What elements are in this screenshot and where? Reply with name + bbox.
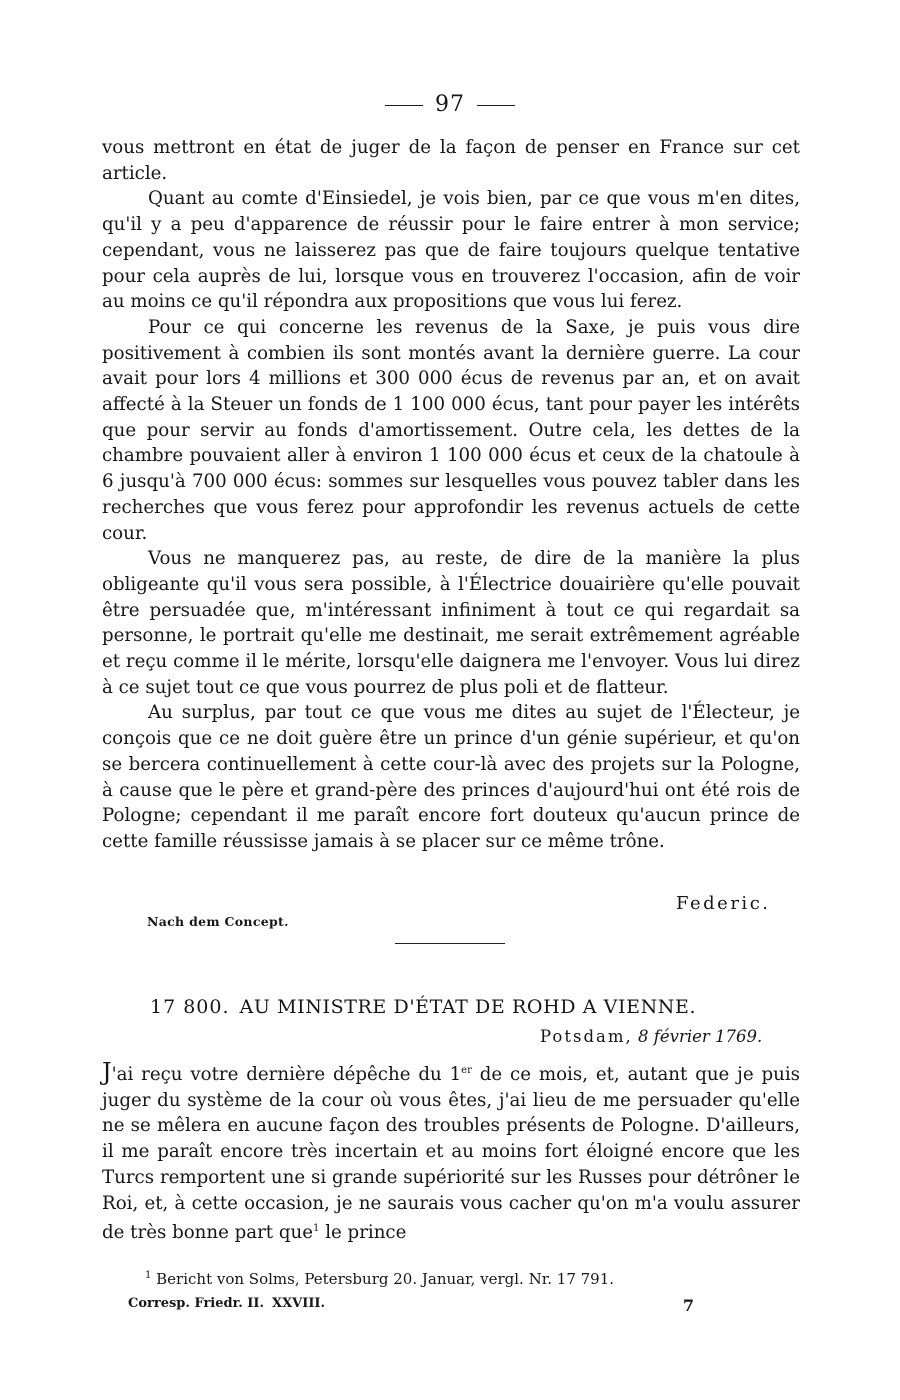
drop-cap: J bbox=[102, 1058, 112, 1087]
dateline-place: Potsdam, bbox=[540, 1027, 633, 1046]
source-note: Nach dem Concept. bbox=[147, 914, 289, 929]
ordinal-suffix: er bbox=[461, 1065, 472, 1076]
page-number: 97 bbox=[435, 92, 465, 117]
body-text: 'ai reçu votre dernière dépêche du bbox=[111, 1064, 450, 1086]
letter-body bbox=[102, 1058, 800, 1246]
paragraph bbox=[102, 1058, 800, 1246]
signature: Federic. bbox=[676, 893, 771, 914]
page-footer bbox=[128, 1296, 694, 1315]
day-digit: 1 bbox=[449, 1064, 462, 1086]
paragraph: vous mettront en état de juger de la façon de penser en France sur cet article. bbox=[102, 137, 800, 184]
paragraph: Au surplus, par tout ce que vous me dites au sujet de l'Électeur, je conçois que ce ne doit guère être un prince d'un génie supérieur, et qu'on se bercera continuellement à cette cour-là avec des projets sur la Pologne, à cause que le père et grand-père des princes d'aujourd'hui ont été rois de Pologne; cependant il me paraît encore fort douteux qu'aucun prince de cette famille réussisse jamais à se placer sur ce même trône. bbox=[102, 702, 800, 852]
dateline-date: 8 février 1769. bbox=[638, 1027, 763, 1046]
series-title: Corresp. Friedr. II. bbox=[128, 1296, 264, 1311]
letter-continuation bbox=[102, 135, 800, 855]
paragraph: Pour ce qui concerne les revenus de la Saxe, je puis vous dire positivement à combien ils sont montés avant la dernière guerre. La cour avait pour lors 4 millions et 300 000 écus de revenus par an, et on avait affecté à la Steuer un fonds de 1 100 000 écus, tant pour payer les intérêts que pour servir au fonds d'amortissement. Outre cela, les dettes de la chambre pouvaient aller à environ 1 100 000 écus et ceux de la chatoule à 6 jusqu'à 700 000 écus: sommes sur lesquelles vous pouvez tabler dans les recherches que vous ferez pour approfondir les revenus actuels de cette cour. bbox=[102, 316, 800, 544]
letter-number: 17 800. bbox=[150, 996, 230, 1018]
letter-heading bbox=[150, 996, 696, 1018]
footnote-text: Bericht von Solms, Petersburg 20. Januar, vergl. Nr. 17 791. bbox=[151, 1270, 615, 1288]
dateline bbox=[540, 1027, 762, 1046]
section-divider bbox=[395, 943, 505, 944]
paragraph: Vous ne manquerez pas, au reste, de dire de la manière la plus obligeante qu'il vous sera possible, à l'Électrice douairière qu'elle pouvait être persuadée que, m'intéressant infiniment à tout ce qui regardait sa personne, le portrait qu'elle me destinait, me serait extrêmement agréable et reçu comme il le mérite, lorsqu'elle daignera me l'envoyer. Vous lui direz à ce sujet tout ce que vous pourrez de plus poli et de flatteur. bbox=[102, 548, 800, 698]
volume-number: XXVIII. bbox=[272, 1296, 326, 1311]
sheet-number: 7 bbox=[682, 1296, 694, 1315]
header-dash-right bbox=[477, 105, 515, 106]
body-text: de ce mois, et, autant que je puis juger du système de la cour où vous êtes, j'ai lieu de me persuader qu'elle ne se mêlera en aucune façon des troubles présents de Pologne. D'ailleurs, il me paraît encore très incertain et au moins fort éloigné encore que les Turcs remportent une si grande supériorité sur les Russes pour détrôner le Roi, et, à cette occasion, je ne saurais vous cacher qu'on m'a voulu assurer de très bonne part que bbox=[102, 1064, 800, 1244]
header-dash-left bbox=[385, 105, 423, 106]
paragraph: Quant au comte d'Einsiedel, je vois bien, par ce que vous m'en dites, qu'il y a peu d'apparence de réussir pour le faire entrer à mon service; cependant, vous ne laisserez pas que de faire toujours quelque tentative pour cela auprès de lui, lorsque vous en trouverez l'occasion, afin de voir au moins ce qu'il répondra aux propositions que vous lui ferez. bbox=[102, 188, 800, 313]
body-text: le prince bbox=[319, 1222, 407, 1244]
footnote bbox=[145, 1270, 614, 1288]
page-header bbox=[0, 92, 900, 117]
letter-title: AU MINISTRE D'ÉTAT DE ROHD A VIENNE. bbox=[239, 996, 697, 1018]
footnote-number: 1 bbox=[145, 1270, 152, 1281]
footnote-marker: 1 bbox=[313, 1223, 320, 1235]
